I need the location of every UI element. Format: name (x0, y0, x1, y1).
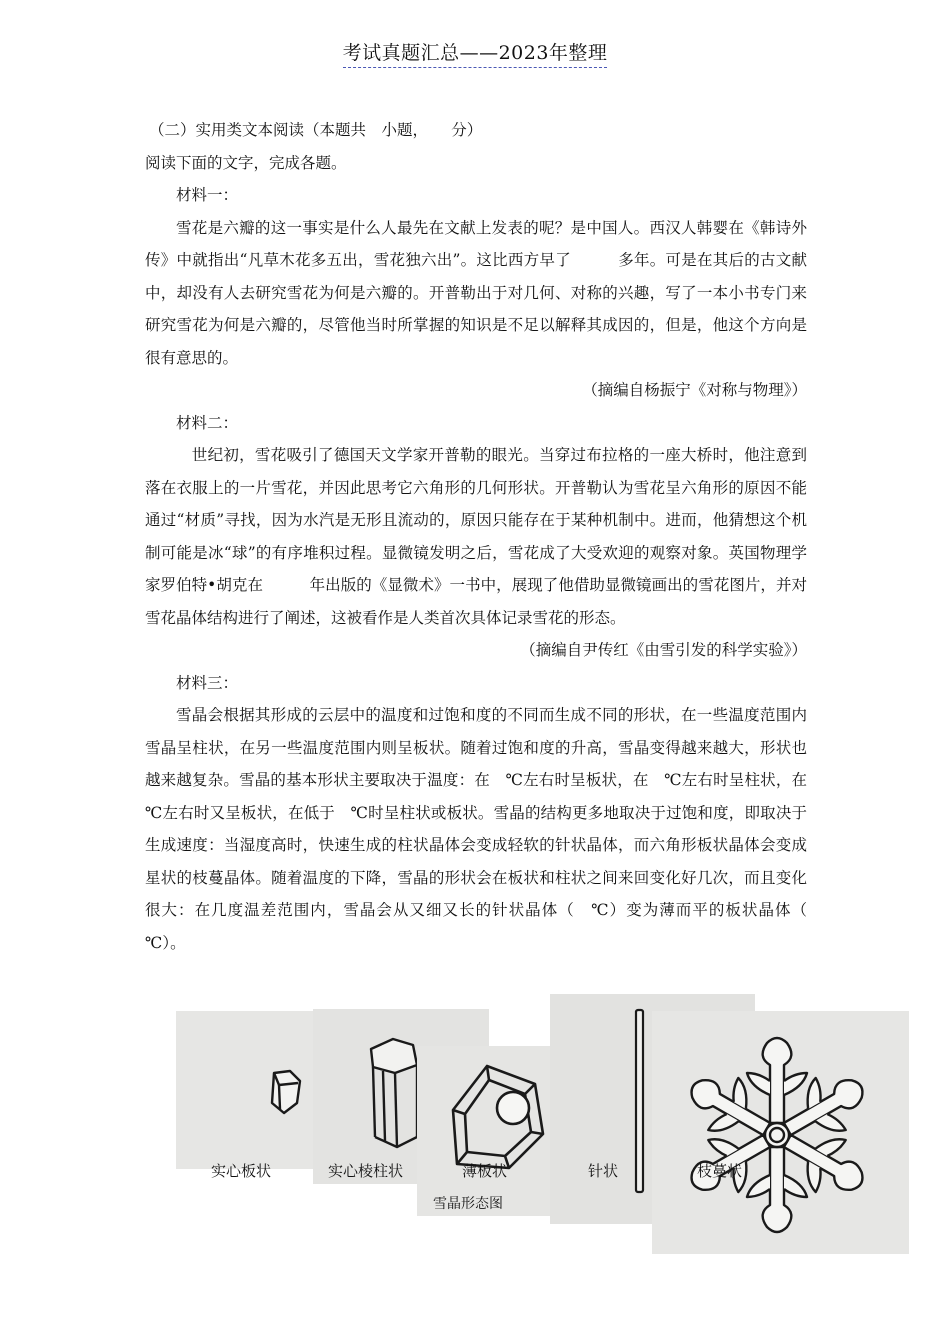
material3-text: 雪晶会根据其形成的云层中的温度和过饱和度的不同而生成不同的形状，在一些温度范围内雪晶呈柱状，在另一些温度范围内则呈板状。随着过饱和度的升高，雪晶变得越来越大，形状也越来越复杂。雪晶的基本形状主要取决于温度：在 ℃左右时呈板状，在 ℃左右时呈柱状，在 ℃左右时又呈板状，在低于 ℃时呈柱状或板状。雪晶的结构更多地取决于过饱和度，即取决于生成速度：当湿度高时，快速生成的柱状晶体会变成轻软的针状晶体，而六角形板状晶体会变成星状的枝蔓晶体。随着温度的下降，雪晶的形状会在板状和柱状之间来回变化好几次，而且变化很大：在几度温差范围内，雪晶会从又细又长的针状晶体（ ℃）变为薄而平的板状晶体（ ℃）。 (145, 706, 823, 952)
caption-dendrite: 枝蔓状 (697, 1162, 743, 1180)
header-title: 考试真题汇总——2023年整理 (343, 42, 608, 68)
material2-text: 世纪初，雪花吸引了德国天文学家开普勒的眼光。当穿过布拉格的一座大桥时，他注意到落在衣服上的一片雪花，并因此思考它六角形的几何形状。开普勒认为雪花呈六角形的原因不能通过“材质”寻找，因为水汽是无形且流动的，原因只能存在于某种机制中。进而，他猜想这个机制可能是冰“球”的有序堆积过程。显微镜发明之后，雪花成了大受欢迎的观察对象。英国物理学家罗伯特•胡克在 年出版的《显微术》一书中，展现了他借助显微镜画出的雪花图片，并对雪花晶体结构进行了阐述，这被看作是人类首次具体记录雪花的形态。 (145, 446, 807, 627)
article (145, 114, 823, 959)
material3-label: 材料三： (176, 673, 239, 692)
material1-text: 雪花是六瓣的这一事实是什么人最先在文献上发表的呢？是中国人。西汉人韩婴在《韩诗外传》中就指出“凡草木花多五出，雪花独六出”。这比西方早了 多年。可是在其后的古文献中，却没有人去研究雪花为何是六瓣的。开普勒出于对几何、对称的兴趣，写了一本小书专门来研究雪花为何是六瓣的，尽管他当时所掌握的知识是不足以解释其成因的，但是，他这个方向是很有意思的。 (145, 218, 807, 367)
photo-thin-plate (417, 1046, 557, 1216)
caption-solid-prism: 实心棱柱状 (328, 1162, 404, 1180)
material2-source: （摘编自尹传红《由雪引发的科学实验》） (520, 641, 807, 659)
instruction: 阅读下面的文字，完成各题。 (145, 153, 347, 172)
material1-source: （摘编自杨振宁《对称与物理》） (582, 381, 807, 399)
photo-solid-plate (176, 1011, 318, 1169)
page-header (0, 38, 950, 65)
section-title: （二）实用类文本阅读（本题共 小题， 分） (149, 121, 483, 139)
material2-label: 材料二： (176, 413, 239, 432)
figure-title: 雪晶形态图 (433, 1196, 503, 1212)
caption-thin-plate: 薄板状 (462, 1162, 508, 1180)
material1-label: 材料一： (176, 186, 239, 204)
caption-needle: 针状 (588, 1162, 619, 1180)
photo-dendrite (652, 1011, 909, 1254)
caption-solid-plate: 实心板状 (211, 1162, 272, 1180)
